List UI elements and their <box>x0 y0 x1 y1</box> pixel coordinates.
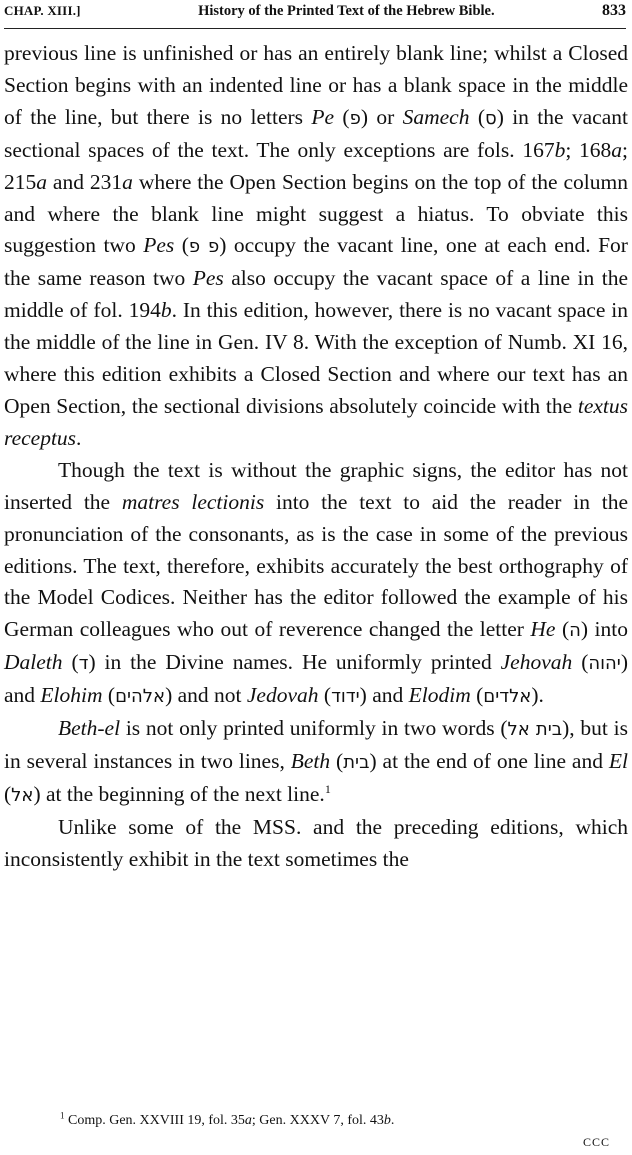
hebrew-pe: פ <box>349 107 361 129</box>
text-run: ) at the beginning of the next line. <box>33 781 325 806</box>
text-run: ), but is in several instances in two lines, <box>4 716 628 773</box>
text-run: ) or <box>360 104 403 129</box>
text-run: ( <box>572 650 589 675</box>
term-samech: Samech <box>402 104 470 129</box>
text-run: Unlike some of the MSS. and the preceding editions, which inconsistently exhibit in the text sometimes the <box>4 814 628 871</box>
hebrew-el: אל <box>11 784 34 806</box>
text-run: Comp. Gen. XXVIII 19, fol. 35 <box>64 1113 245 1128</box>
text-run: ) in the vacant sectional spaces of the text. The only exceptions are fols. 167 <box>4 104 628 162</box>
text-run: ( <box>555 617 570 642</box>
term-beth: Beth <box>290 748 331 773</box>
footnote <box>60 1112 612 1130</box>
hebrew-beth-el: בית אל <box>507 719 563 741</box>
text-run: also occupy the vacant space of a line in the middle of fol. 194 <box>4 266 628 323</box>
text-run: where the Open Section begins on the top of the column and where the blank line might suggest a hiatus. To obviate this suggestion two <box>4 169 628 258</box>
term-elohim: Elohim <box>40 683 103 708</box>
text-run: previous line is unfinished or has an entirely blank line; whilst a Closed Section begins with an indented line or has a blank space in the middle of the line, but there is no letters <box>4 41 628 129</box>
paragraph-2 <box>4 455 628 713</box>
text-run: . <box>76 425 82 450</box>
text-run: ; 215 <box>4 137 628 194</box>
text-run: ( <box>470 683 484 708</box>
folio-suffix: a <box>611 137 623 162</box>
text-run: ) and not <box>165 683 247 708</box>
chapter-label: CHAP. XIII.] <box>4 3 81 18</box>
text-run: ( <box>469 104 485 129</box>
text-run: and 231 <box>47 169 123 194</box>
text-run: ) in the Divine names. He uniformly printed <box>88 650 501 675</box>
text-run: ). <box>531 683 544 708</box>
footnote-marker: 1 <box>60 1110 65 1121</box>
folio-suffix: b <box>383 1113 391 1128</box>
hebrew-pes: פ פ <box>188 236 220 258</box>
hebrew-he: ה <box>569 620 581 642</box>
text-run: . In this edition, however, there is no vacant space in the middle of the line in Gen. IV 8. With the exception of Numb. XI 16, where this edition exhibits a Closed Section and where our text has an Open Section, the sectional divisions absolutely coincide with the <box>4 298 628 418</box>
term-daleth: Daleth <box>4 650 63 675</box>
text-run: ( <box>4 781 12 806</box>
text-run: ) occupy the vacant line, one at each end. For the same reason two <box>4 233 628 291</box>
hebrew-beth: בית <box>343 751 370 773</box>
folio-suffix: a <box>244 1113 252 1128</box>
text-run: ) at the end of one line and <box>369 748 609 773</box>
term-jedovah: Jedovah <box>246 683 319 708</box>
term-pes: Pes <box>192 266 224 291</box>
text-run: ( <box>102 683 116 708</box>
term-textus-receptus: textus receptus <box>4 393 628 450</box>
text-run: . <box>390 1113 395 1128</box>
term-beth-el: Beth-el <box>58 716 121 741</box>
text-run: ( <box>318 683 332 708</box>
term-pe: Pe <box>311 104 335 129</box>
page-number: 833 <box>602 2 626 19</box>
hebrew-jedovah: ידוד <box>331 686 360 708</box>
hebrew-elohim: אלהים <box>115 686 166 708</box>
footnote-reference[interactable]: 1 <box>324 781 331 796</box>
paragraph-4 <box>4 812 628 876</box>
text-run: ; 168 <box>565 137 612 162</box>
hebrew-samech: ס <box>485 107 497 129</box>
text-run: into the text to aid the reader in the pronunciation of the consonants, as is the case in some of the previous editions. The text, therefore, exhibits accurately the best orthography of the Model Codices. Neither has the editor followed the example of his German colleagues who out of reverence changed the letter <box>4 489 628 642</box>
term-he: He <box>530 617 556 642</box>
text-run: Though the text is without the graphic signs, the editor has not inserted the <box>4 457 628 514</box>
term-pes: Pes <box>143 233 175 258</box>
paragraph-3 <box>4 713 628 812</box>
hebrew-daleth: ד <box>78 653 89 675</box>
text-run: ( <box>330 748 344 773</box>
text-run: ) and <box>4 650 628 708</box>
paragraph-1 <box>4 38 628 455</box>
term-elodim: Elodim <box>408 683 471 708</box>
term-matres-lectionis: matres lectionis <box>121 489 265 514</box>
text-run: is not only printed uniformly in two words ( <box>120 716 508 741</box>
text-run: ; Gen. XXXV 7, fol. 43 <box>251 1113 384 1128</box>
text-run: ) and <box>359 683 409 708</box>
text-run: ( <box>62 650 79 675</box>
term-el: El <box>608 748 628 773</box>
term-jehovah: Jehovah <box>500 650 573 675</box>
main-text <box>4 38 628 876</box>
text-run: ) into <box>580 617 629 642</box>
text-run: ( <box>174 233 189 258</box>
folio-suffix: b <box>554 137 566 162</box>
hebrew-elodim: אלדים <box>483 686 532 708</box>
printer-signature: CCC <box>582 1135 610 1149</box>
folio-suffix: a <box>122 169 133 194</box>
running-title: History of the Printed Text of the Hebrew Bible. <box>198 3 495 19</box>
folio-suffix: a <box>36 169 47 194</box>
hebrew-jehovah: יהוה <box>588 653 621 675</box>
text-run: ( <box>334 104 350 129</box>
folio-suffix: b <box>160 298 172 323</box>
running-header <box>4 2 626 29</box>
